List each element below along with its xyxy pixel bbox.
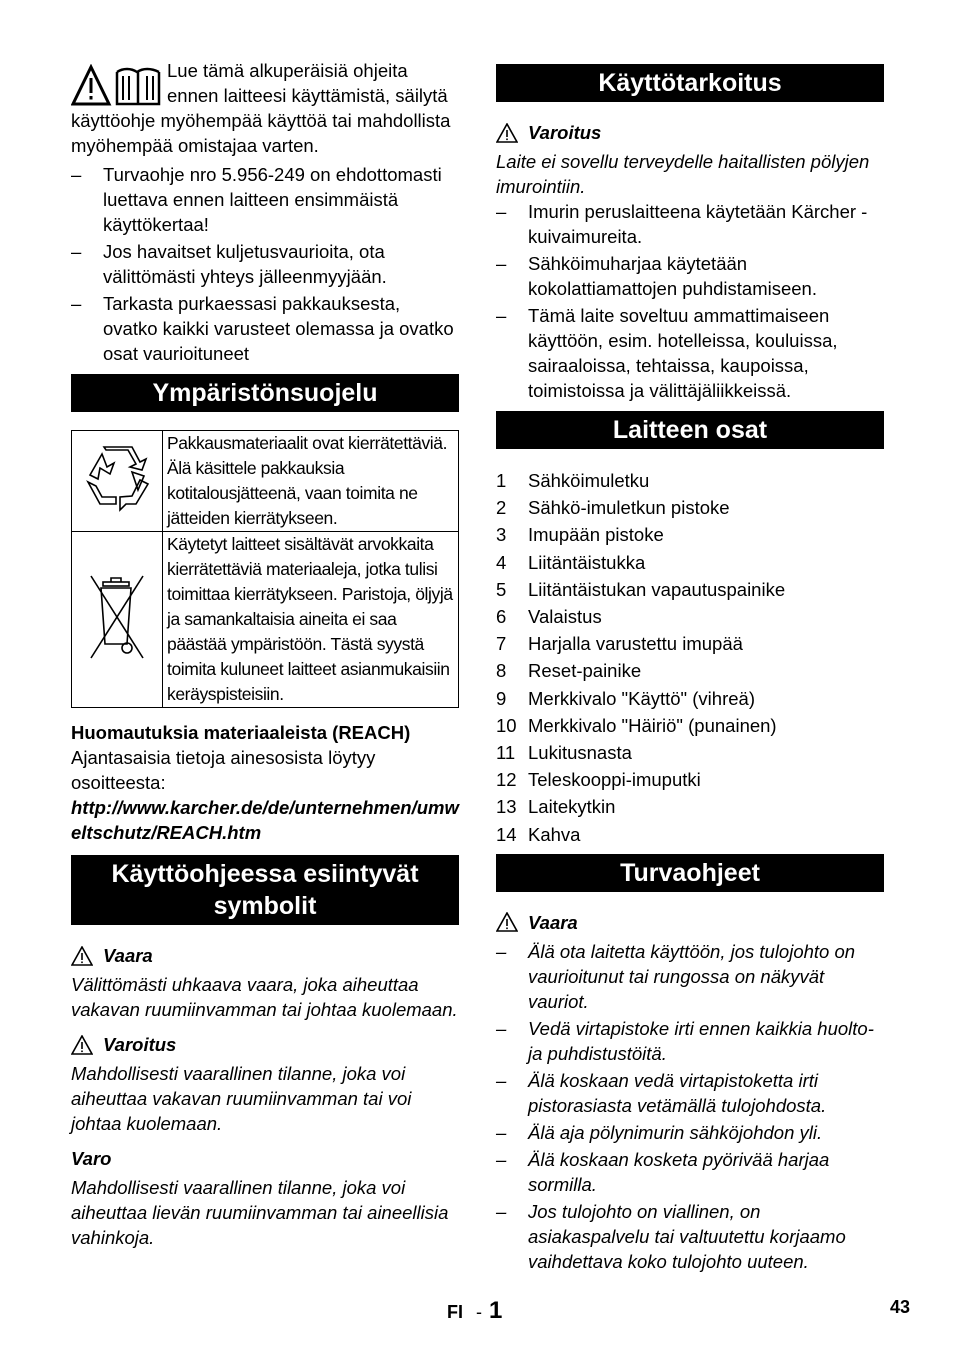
- item-number: 5: [496, 578, 507, 600]
- list-item: [496, 303, 884, 403]
- list-item-text: Jos havaitset kuljetusvaurioita, ota välittömästi yhteys jälleenmyyjään.: [103, 241, 387, 287]
- section-heading-parts: Laitteen osat: [496, 411, 884, 449]
- list-item: [496, 467, 884, 494]
- caution-label: [71, 1146, 459, 1171]
- list-item: [496, 1147, 884, 1197]
- list-item: [496, 739, 884, 766]
- item-label: Sähkö-imuletkun pistoke: [528, 497, 730, 519]
- list-item-text: Älä ota laitetta käyttöön, jos tulojohto on vaurioitunut tai rungossa on näkyvät vauriot.: [528, 940, 856, 1012]
- list-item: [496, 199, 884, 249]
- safety-list: [496, 939, 884, 1274]
- list-item-text: Imurin peruslaitteena käytetään Kärcher -kuivaimureita.: [528, 201, 868, 247]
- item-label: Merkkivalo "Häiriö" (punainen): [528, 714, 777, 736]
- list-item-text: Turvaohje nro 5.956-249 on ehdottomasti luettava ennen laitteen ensimmäistä käyttökertaa!: [103, 164, 442, 235]
- item-label: Teleskooppi-imuputki: [528, 769, 701, 791]
- list-item-text: Älä koskaan kosketa pyörivää harjaa sormilla.: [528, 1148, 830, 1195]
- item-number: 6: [496, 606, 507, 628]
- dash-bullet: –: [496, 1121, 507, 1143]
- left-column: [71, 58, 459, 1250]
- reach-text: Ajantasaisia tietoja ainesosista löytyy osoitteesta:: [71, 747, 376, 793]
- parts-list: [496, 467, 884, 848]
- list-item: [496, 251, 884, 301]
- recycle-icon: [80, 442, 154, 516]
- list-item: [496, 766, 884, 793]
- item-number: 8: [496, 660, 507, 682]
- dash-bullet: –: [496, 940, 507, 962]
- item-number: 7: [496, 633, 507, 655]
- item-number: 11: [496, 742, 516, 764]
- dash-bullet: –: [496, 305, 507, 326]
- purpose-warning-label: [496, 120, 884, 145]
- list-item: [496, 630, 884, 657]
- item-label: Valaistus: [528, 606, 602, 628]
- list-item: [496, 603, 884, 630]
- list-item: [496, 494, 884, 521]
- warning-label: [71, 1032, 459, 1057]
- list-item-text: Tarkasta purkaessasi pakkauksesta, ovatko kaikki varusteet olemassa ja ovatko osat vaurioituneet: [103, 293, 454, 364]
- text-cell: Käytetyt laitteet sisältävät arvokkaita kierrätettäviä materiaaleja, jotka tulisi toimittaa kierrätykseen. Paristoja, öljyjä ja samankaltaisia aineita ei saa päästää ympäristöön. Tästä syystä toimita kuluneet laitteet asianmukaisiin keräyspisteisiin.: [163, 532, 459, 708]
- caution-text: Mahdollisesti vaarallinen tilanne, joka voi aiheuttaa lievän ruumiinvamman tai aineellisia vahinkoja.: [71, 1177, 449, 1248]
- item-number: 2: [496, 497, 507, 519]
- dash-bullet: –: [496, 201, 507, 222]
- item-number: 4: [496, 551, 507, 573]
- footer-language: [447, 1297, 502, 1325]
- list-item: [71, 291, 459, 366]
- danger-label: [71, 943, 459, 968]
- item-number: 3: [496, 524, 507, 546]
- list-item-text: Älä koskaan vedä virtapistoketta irti pistorasiasta vetämällä tulojohdosta.: [528, 1069, 827, 1116]
- dash-bullet: –: [71, 241, 82, 262]
- reach-link[interactable]: http://www.karcher.de/de/unternehmen/umweltschutz/REACH.htm: [71, 797, 459, 843]
- list-item: [496, 1016, 884, 1066]
- purpose-list: [496, 199, 884, 403]
- list-item: [496, 685, 884, 712]
- list-item: [496, 1068, 884, 1118]
- table-row: [72, 532, 459, 708]
- item-label: Lukitusnasta: [528, 742, 632, 764]
- item-number: 13: [496, 796, 517, 818]
- list-item-text: Tämä laite soveltuu ammattimaiseen käyttöön, esim. hotelleissa, kouluissa, sairaaloissa, tehtaissa, kaupoissa, toimistoissa ja välittäjäliikkeissä.: [528, 305, 838, 401]
- dash-bullet: –: [496, 1069, 507, 1091]
- list-item-text: Jos tulojohto on viallinen, on asiakaspalvelu tai valtuutettu korjaamo vaihdettava koko tulojohto uuteen.: [528, 1200, 846, 1272]
- list-item: [496, 793, 884, 820]
- dash-bullet: –: [71, 293, 82, 314]
- item-label: Sähköimuletku: [528, 470, 650, 491]
- item-label: Liitäntäistukan vapautuspainike: [528, 578, 786, 600]
- safety-danger-label: [496, 910, 884, 935]
- danger-label-text: Vaara: [103, 945, 153, 966]
- intro: [71, 58, 459, 158]
- icon-cell: [72, 532, 163, 708]
- item-label: Harjalla varustettu imupää: [528, 633, 743, 655]
- list-item-text: Sähköimuharjaa käytetään kokolattiamattojen puhdistamiseen.: [528, 253, 817, 299]
- list-item: [496, 657, 884, 684]
- list-item: [71, 162, 459, 237]
- warning-manual-icon: [71, 64, 161, 108]
- dash-bullet: –: [71, 164, 82, 185]
- dash-bullet: –: [496, 1200, 507, 1222]
- dash-bullet: –: [496, 253, 507, 274]
- table-row: [72, 431, 459, 532]
- footer-lang: FI: [447, 1302, 463, 1322]
- item-number: 9: [496, 687, 507, 709]
- dash-bullet: –: [496, 1017, 507, 1039]
- footer-separator: -: [476, 1302, 483, 1322]
- section-heading-purpose: Käyttötarkoitus: [496, 64, 884, 102]
- item-number: 12: [496, 769, 517, 791]
- footer-section: 1: [489, 1297, 503, 1324]
- safety-danger-label-text: Vaara: [528, 911, 578, 933]
- item-label: Laitekytkin: [528, 796, 616, 818]
- text-cell: Pakkausmateriaalit ovat kierrätettäviä. Älä käsittele pakkauksia kotitalousjätteenä, vaan toimita ne jätteiden kierrätykseen.: [163, 431, 459, 532]
- caution-label-text: Varo: [71, 1148, 112, 1169]
- icon-cell: [72, 431, 163, 532]
- list-item: [496, 1120, 884, 1145]
- purpose-warning-label-text: Varoitus: [528, 122, 602, 143]
- list-item: [496, 712, 884, 739]
- list-item: [496, 521, 884, 548]
- item-number: 14: [496, 823, 517, 845]
- list-item-text: Vedä virtapistoke irti ennen kaikkia huolto- ja puhdistustöitä.: [528, 1017, 874, 1064]
- list-item: [496, 939, 884, 1014]
- section-heading-symbols: Käyttöohjeessa esiintyvät symbolit: [71, 855, 459, 925]
- intro-text: Lue tämä alkuperäisiä ohjeita ennen laitteesi käyttämistä, säilytä käyttöohje myöhempää käyttöä tai mahdollista myöhempää omistajaa varten.: [71, 60, 451, 156]
- page-number: 43: [890, 1297, 911, 1317]
- dash-bullet: –: [496, 1148, 507, 1170]
- right-column: [496, 58, 884, 1276]
- list-item-text: Älä aja pölynimurin sähköjohdon yli.: [528, 1121, 823, 1143]
- section-heading-environment: Ympäristönsuojelu: [71, 374, 459, 412]
- section-heading-safety: Turvaohjeet: [496, 854, 884, 892]
- item-label: Liitäntäistukka: [528, 551, 646, 573]
- warning-triangle-icon: [71, 946, 93, 966]
- list-item: [496, 821, 884, 848]
- item-label: Imupään pistoke: [528, 524, 664, 546]
- purpose-warning-text: Laite ei sovellu terveydelle haitallisten pölyjen imurointiin.: [496, 151, 870, 197]
- intro-icons: [71, 64, 161, 108]
- list-item: [496, 576, 884, 603]
- reach-title: Huomautuksia materiaaleista (REACH): [71, 722, 411, 743]
- warning-label-text: Varoitus: [103, 1034, 177, 1055]
- item-label: Merkkivalo "Käyttö" (vihreä): [528, 687, 755, 709]
- list-item: [496, 549, 884, 576]
- intro-list: [71, 162, 459, 366]
- warning-text: Mahdollisesti vaarallinen tilanne, joka voi aiheuttaa vakavan ruumiinvamman tai voi johtaa kuolemaan.: [71, 1063, 412, 1134]
- warning-triangle-icon: [496, 123, 518, 143]
- warning-triangle-icon: [496, 912, 518, 932]
- item-label: Reset-painike: [528, 660, 642, 682]
- crossed-bin-icon: [87, 572, 147, 662]
- warning-triangle-icon: [71, 1035, 93, 1055]
- item-label: Kahva: [528, 823, 581, 845]
- environment-table: [71, 430, 459, 708]
- item-number: 1: [496, 470, 507, 491]
- list-item: [496, 1199, 884, 1274]
- item-number: 10: [496, 714, 517, 736]
- list-item: [71, 239, 459, 289]
- danger-text: Välittömästi uhkaava vaara, joka aiheuttaa vakavan ruumiinvamman tai johtaa kuolemaan.: [71, 974, 458, 1020]
